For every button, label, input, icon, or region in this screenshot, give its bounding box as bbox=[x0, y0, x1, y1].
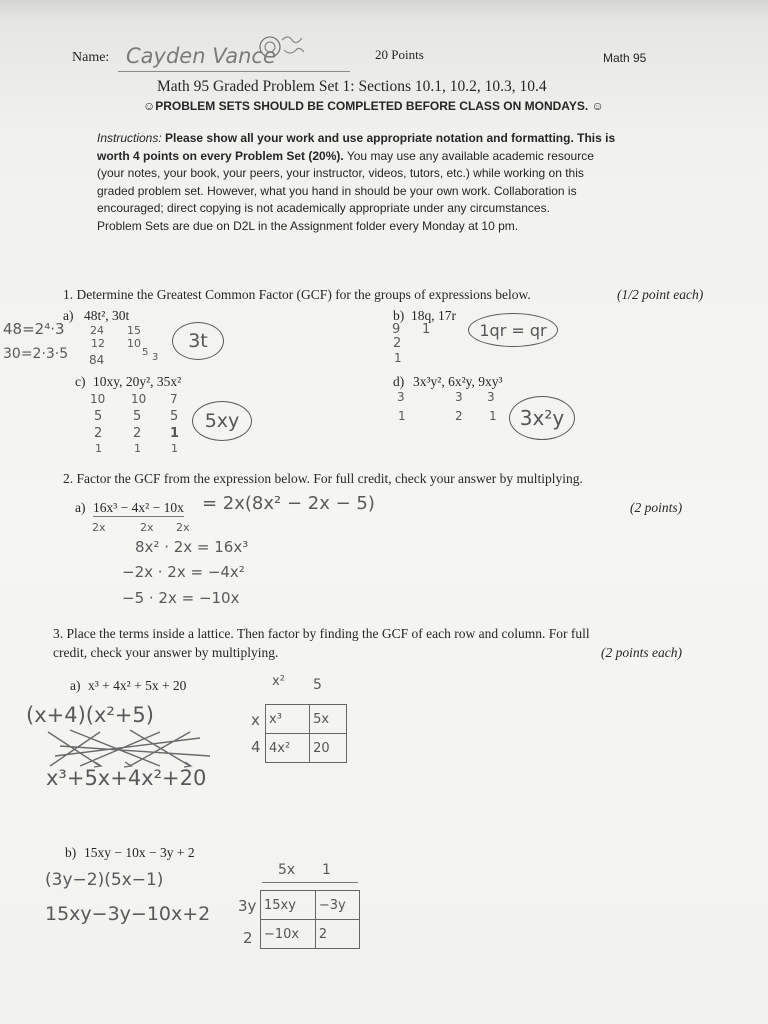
problem3b-expression: 15xy − 10x − 3y + 2 bbox=[84, 845, 195, 860]
problem1c-work: 5 bbox=[133, 409, 142, 424]
problem3-prompt-line-2: credit, check your answer by multiplying. bbox=[53, 645, 279, 660]
problem2a-label: a) bbox=[75, 500, 86, 515]
lattice-cell: 4x² bbox=[266, 734, 310, 763]
problem3a-expression: x³ + 4x² + 5x + 20 bbox=[88, 678, 187, 693]
instructions-line-4: graded problem set. However, what you hand in should be your own work. Collaboration is bbox=[97, 183, 577, 198]
problem1-prompt: 1. Determine the Greatest Common Factor (GCF) for the groups of expressions below. bbox=[63, 287, 531, 302]
problem3b-col-label: 1 bbox=[322, 862, 331, 878]
problem1c-work: 2 bbox=[94, 426, 103, 441]
problem1d-work: 3 bbox=[455, 390, 463, 404]
problem1d-work: 1 bbox=[489, 409, 497, 423]
problem1b-answer: 1qr = qr bbox=[468, 313, 558, 347]
problem3b-col-divider bbox=[262, 882, 358, 883]
problem1c-expression: 10xy, 20y², 35x² bbox=[93, 374, 182, 389]
name-label: Name: bbox=[72, 50, 110, 65]
problem1b-work: 2 bbox=[393, 336, 402, 351]
instructions-line-1 bbox=[97, 131, 615, 145]
instructions-line-2 bbox=[97, 149, 594, 163]
problem1a-work: 12 bbox=[91, 337, 105, 350]
page-title: Math 95 Graded Problem Set 1: Sections 10.1, 10.2, 10.3, 10.4 bbox=[157, 78, 547, 95]
lattice-cell: 5x bbox=[310, 705, 347, 734]
problem1c-work: 2 bbox=[133, 426, 142, 441]
instructions-text-2: You may use any available academic resource bbox=[346, 148, 594, 163]
problem3a-check: x³+5x+4x²+20 bbox=[46, 766, 207, 790]
lattice-cell: 20 bbox=[310, 734, 347, 763]
problem2a-divisor: 2x bbox=[140, 521, 154, 534]
problem2-points: (2 points) bbox=[630, 500, 683, 515]
lattice-cell: x³ bbox=[266, 705, 310, 734]
problem1c-work: 10 bbox=[131, 392, 147, 406]
problem1c-answer: 5xy bbox=[192, 401, 252, 441]
problem1a-work: 84 bbox=[89, 353, 105, 367]
problem1a-work: 48=2⁴·3 bbox=[3, 320, 65, 338]
problem1c-work: 1 bbox=[170, 426, 180, 441]
problem3a-factored: (x+4)(x²+5) bbox=[26, 703, 154, 727]
problem1c-work: 1 bbox=[134, 442, 141, 455]
problem1d-work: 2 bbox=[455, 409, 463, 423]
problem1a-work: 30=2·3·5 bbox=[3, 346, 69, 362]
problem3a-row-label: 4 bbox=[251, 738, 261, 756]
problem2a-check: −2x · 2x = −4x² bbox=[122, 563, 245, 581]
problem1d-label: d) bbox=[393, 374, 405, 389]
problem2a-divisor: 2x bbox=[92, 521, 106, 534]
problem3b-row-label: 3y bbox=[238, 897, 257, 915]
instructions-line-3: (your notes, your book, your peers, your instructor, videos, tutors, etc.) while working on this bbox=[97, 166, 584, 180]
problem1a-work: 5 bbox=[142, 347, 149, 358]
problem3a-label: a) bbox=[70, 678, 81, 693]
problem1d-work: 3 bbox=[397, 390, 405, 404]
problem3a-row-label: x bbox=[251, 711, 260, 729]
student-name: Cayden Vance bbox=[126, 44, 276, 68]
problem1b-label: b) bbox=[393, 308, 405, 323]
problem1a-expression: 48t², 30t bbox=[84, 308, 130, 323]
problem1b-expression: 18q, 17r bbox=[411, 308, 456, 323]
lattice-cell: −3y bbox=[315, 891, 359, 920]
problem3-points: (2 points each) bbox=[601, 645, 682, 660]
problem3a-col-label: 5 bbox=[313, 677, 322, 693]
name-doodle-icon bbox=[252, 30, 310, 64]
problem1c-work: 1 bbox=[171, 442, 178, 455]
problem1a-label: a) bbox=[63, 308, 74, 323]
lattice-cell: 2 bbox=[315, 920, 359, 949]
instructions-line-6: Problem Sets are due on D2L in the Assignment folder every Monday at 10 pm. bbox=[97, 218, 519, 233]
problem3b-check: 15xy−3y−10x+2 bbox=[45, 903, 211, 925]
instructions-line-5: encouraged; direct copying is not academically appropriate under any circumstances. bbox=[97, 201, 550, 215]
problem3a-lattice bbox=[265, 704, 347, 763]
name-underline bbox=[118, 71, 350, 72]
problem1a-work: 3 bbox=[152, 352, 159, 363]
problem2a-expression: 16x³ − 4x² − 10x bbox=[93, 500, 184, 515]
problem1d-work: 3 bbox=[487, 390, 495, 404]
problem1b-work: 1 bbox=[394, 351, 402, 365]
problem1b-work: 1 bbox=[422, 322, 431, 337]
problem3b-col-label: 5x bbox=[278, 862, 296, 878]
problem1c-work: 5 bbox=[170, 409, 179, 424]
points-total: 20 Points bbox=[375, 47, 424, 62]
problem1c-work: 10 bbox=[90, 392, 106, 406]
course-label: Math 95 bbox=[603, 51, 647, 65]
notice-banner: ☺PROBLEM SETS SHOULD BE COMPLETED BEFORE CLASS ON MONDAYS. ☺ bbox=[143, 99, 604, 113]
problem1c-work: 1 bbox=[95, 442, 102, 455]
problem1c-work: 5 bbox=[94, 409, 103, 424]
problem2a-answer: = 2x(8x² − 2x − 5) bbox=[202, 493, 375, 514]
problem3b-label: b) bbox=[65, 845, 77, 860]
problem2-prompt: 2. Factor the GCF from the expression below. For full credit, check your answer by multiplying. bbox=[63, 471, 583, 486]
problem1c-label: c) bbox=[75, 374, 86, 389]
instructions-bold-1: Please show all your work and use appropriate notation and formatting. This is bbox=[165, 131, 616, 145]
problem1d-expression: 3x³y², 6x²y, 9xy³ bbox=[413, 374, 503, 389]
problem2a-check: −5 · 2x = −10x bbox=[122, 589, 240, 607]
problem3-prompt-line-1: 3. Place the terms inside a lattice. Then factor by finding the GCF of each row and column. For full bbox=[53, 626, 590, 641]
problem1d-work: 1 bbox=[398, 409, 406, 423]
problem1-points: (1/2 point each) bbox=[617, 287, 704, 302]
problem3b-row-label: 2 bbox=[243, 929, 253, 947]
problem1d-answer: 3x²y bbox=[509, 396, 575, 440]
problem1a-work: 10 bbox=[127, 337, 141, 350]
instructions-bold-2: worth 4 points on every Problem Set (20%). bbox=[97, 148, 344, 163]
problem1a-work: 24 bbox=[90, 324, 104, 337]
problem3b-lattice bbox=[260, 890, 360, 949]
problem3a-col-label: x² bbox=[272, 674, 285, 689]
lattice-cell: 15xy bbox=[261, 891, 316, 920]
lattice-cell: −10x bbox=[261, 920, 316, 949]
problem1c-work: 7 bbox=[170, 392, 178, 406]
instructions-label: Instructions: bbox=[97, 131, 162, 145]
problem1a-work: 15 bbox=[127, 324, 141, 337]
problem3b-factored: (3y−2)(5x−1) bbox=[45, 870, 164, 890]
problem1a-answer: 3t bbox=[172, 322, 224, 360]
problem2a-check: 8x² · 2x = 16x³ bbox=[135, 538, 249, 556]
problem1b-work: 9 bbox=[392, 322, 401, 337]
problem2a-divisor: 2x bbox=[176, 521, 190, 534]
